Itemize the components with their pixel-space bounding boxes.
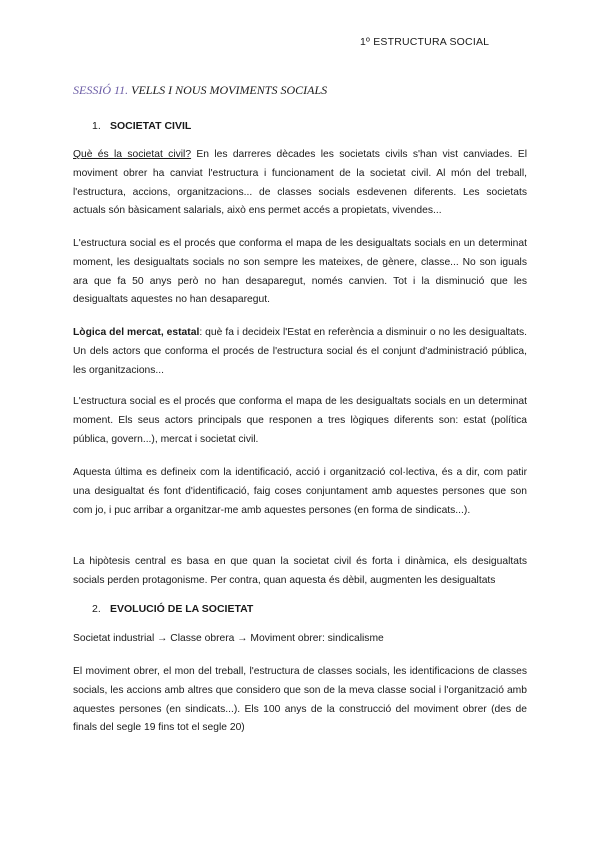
- section-title: EVOLUCIÓ DE LA SOCIETAT: [110, 603, 254, 615]
- session-title: [73, 83, 327, 98]
- section-number: 2.: [92, 603, 101, 615]
- section-title: SOCIETAT CIVIL: [110, 120, 192, 132]
- paragraph: Aquesta última es defineix com la identificació, acció i organització col·lectiva, és a dir, com patir una desigualtat és font d'identificació, faig coses conjuntament amb aquestes persones que son com jo, i puc arribar a organitzar-me amb aquestes persones (en forma de sindicats...).: [73, 467, 527, 516]
- paragraph: La hipòtesis central es basa en que quan la societat civil és forta i dinàmica, els desigualtats socials perden protagonisme. Per contra, quan aquesta és dèbil, augmenten les desigualtats: [73, 556, 527, 586]
- paragraph-text: En les darreres dècades les societats civils s'han vist canviades. El moviment obrer ha canviat l'estructura i funcionament de la societat civil. Al món del treball, l'estructura, accions, organitzacions... de classes socials esdevenen diferents. Les societats actuals són bàsicament salarials, això ens permet accés a propietats, vivendes...: [73, 149, 527, 217]
- bold-term: Lògica del mercat, estatal: [73, 327, 200, 338]
- question-term: Què és la societat civil?: [73, 149, 192, 160]
- paragraph: [73, 324, 527, 380]
- section-heading-1: [92, 120, 191, 132]
- paragraph: [73, 146, 527, 221]
- section-number: 1.: [92, 120, 101, 132]
- document-header: 1º ESTRUCTURA SOCIAL: [360, 36, 490, 48]
- paragraph: L'estructura social es el procés que conforma el mapa de les desigualtats socials en un determinat moment, les desigualtats socials no son sempre les mateixes, de gènere, classe... No son iguals ara que fa 50 anys però no han desaparegut, només canvien. Tot i la disminució que les desigualtats aquestes no han desaparegut.: [73, 238, 527, 306]
- session-number: SESSIÓ 11.: [73, 83, 129, 97]
- paragraph: El moviment obrer, el mon del treball, l'estructura de classes socials, les identificacions de classes socials, les accions amb altres que considero que son de la meva classe social i l'organització amb aquestes persones (en sindicats...). Els 100 anys de la construcció del moviment obrer (des de finals del segle 19 fins tot el segle 20): [73, 666, 527, 734]
- session-name: VELLS I NOUS MOVIMENTS SOCIALS: [131, 83, 328, 97]
- paragraph-text: : què fa i decideix l'Estat en referència a disminuir o no les desigualtats. Un dels actors que conforma el procés de l'estructura social és el conjunt d'administració pública, les organitzacions...: [73, 327, 527, 376]
- paragraph: Societat industrial → Classe obrera → Moviment obrer: sindicalisme: [73, 633, 384, 644]
- paragraph: L'estructura social es el procés que conforma el mapa de les desigualtats socials en un determinat moment. Els seus actors principals que responen a tres lògiques diferents son: estat (política pública, govern...), mercat i societat civil.: [73, 396, 527, 445]
- section-heading-2: [92, 603, 253, 615]
